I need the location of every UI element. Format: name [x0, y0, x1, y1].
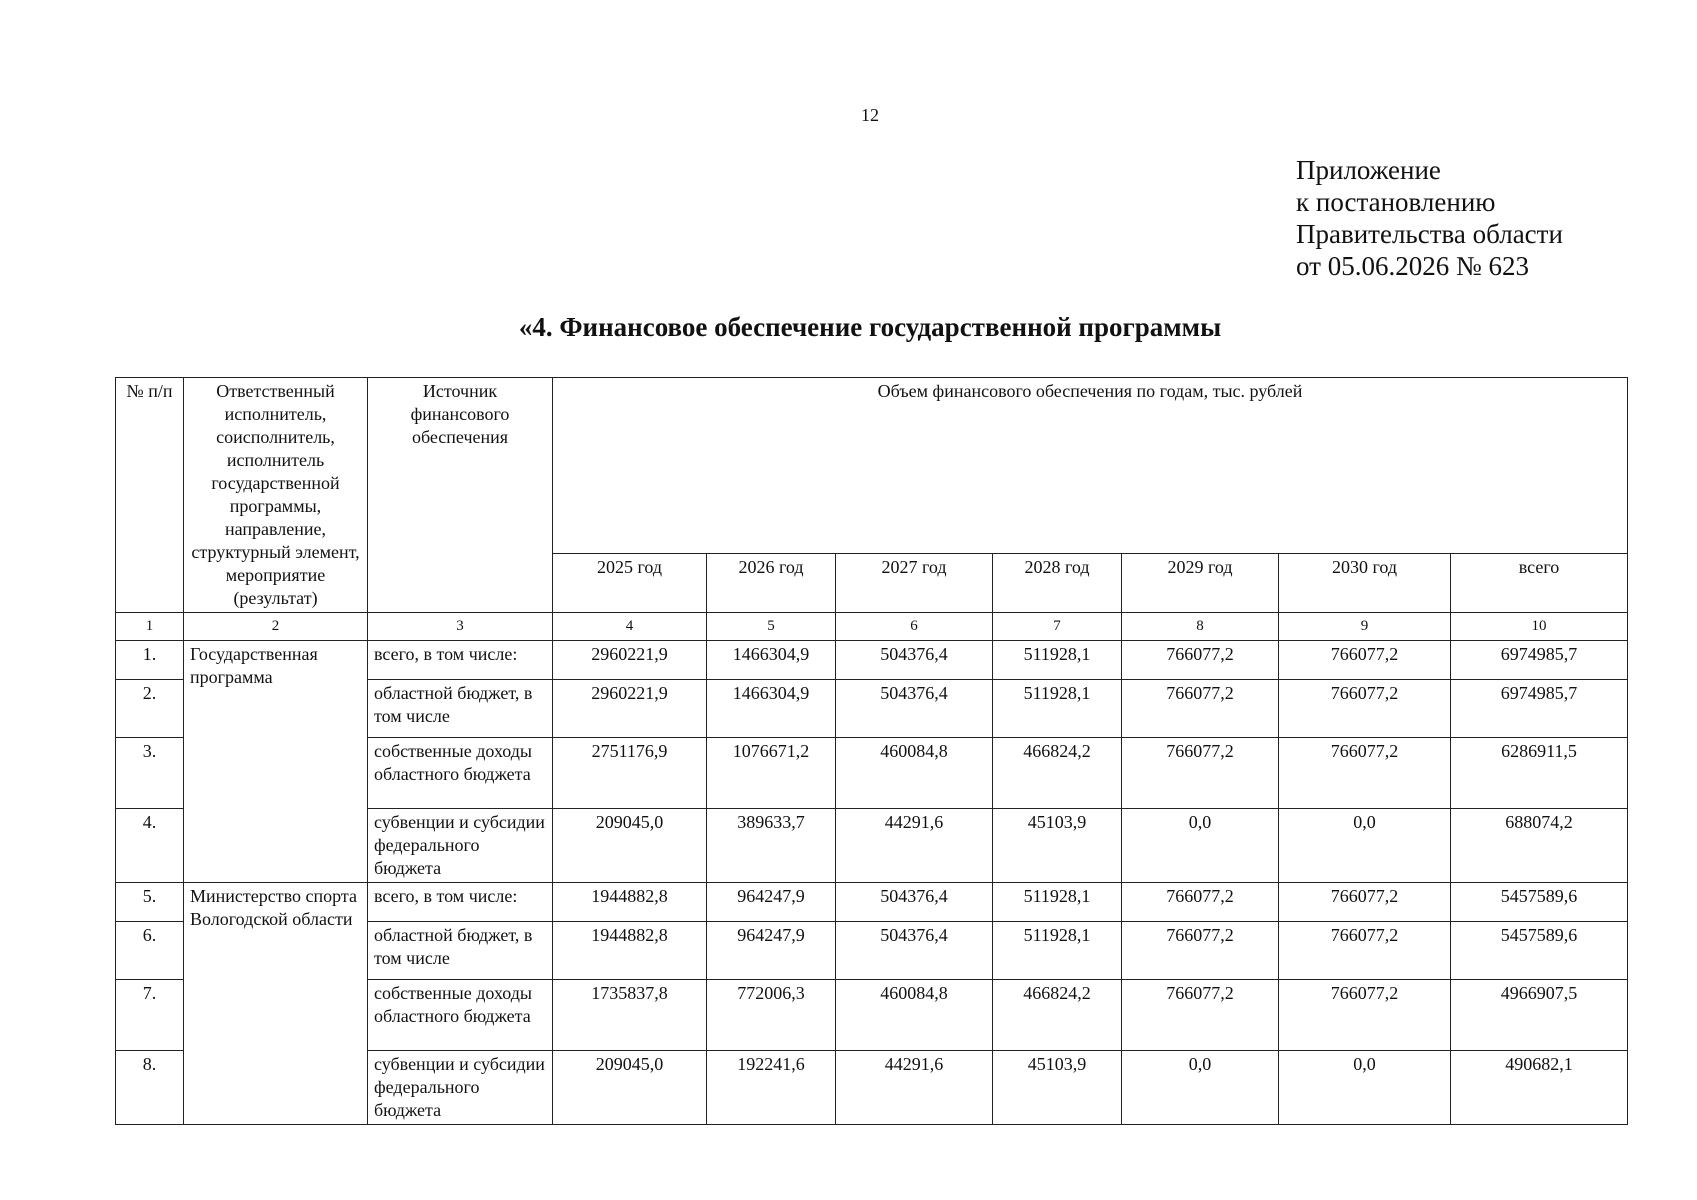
row-value: 511928,1: [993, 641, 1122, 680]
header-year: 2030 год: [1279, 554, 1451, 613]
row-value: 504376,4: [836, 922, 993, 980]
row-value: 772006,3: [707, 980, 836, 1051]
row-source: собственные доходы областного бюджета: [368, 980, 553, 1051]
row-value: 192241,6: [707, 1051, 836, 1125]
row-value: 766077,2: [1279, 738, 1451, 809]
row-source: областной бюджет, в том числе: [368, 922, 553, 980]
column-index: 6: [836, 613, 993, 641]
page-number: 12: [861, 105, 879, 125]
row-number: 6.: [116, 922, 184, 980]
row-source: всего, в том числе:: [368, 641, 553, 680]
row-executor: Министерство спорта Вологодской области: [184, 883, 368, 1125]
row-value: 1944882,8: [553, 883, 707, 922]
row-value: 766077,2: [1122, 641, 1279, 680]
row-value: 0,0: [1122, 1051, 1279, 1125]
row-total: 688074,2: [1451, 809, 1628, 883]
row-value: 766077,2: [1279, 980, 1451, 1051]
row-value: 1076671,2: [707, 738, 836, 809]
row-value: 2960221,9: [553, 641, 707, 680]
row-value: 1466304,9: [707, 680, 836, 738]
row-total: 490682,1: [1451, 1051, 1628, 1125]
header-year: 2026 год: [707, 554, 836, 613]
row-number: 7.: [116, 980, 184, 1051]
column-index: 3: [368, 613, 553, 641]
header-year: 2028 год: [993, 554, 1122, 613]
row-value: 45103,9: [993, 1051, 1122, 1125]
row-value: 511928,1: [993, 883, 1122, 922]
row-value: 511928,1: [993, 680, 1122, 738]
row-value: 466824,2: [993, 738, 1122, 809]
row-executor: Государственная программа: [184, 641, 368, 883]
row-value: 504376,4: [836, 641, 993, 680]
column-index: 1: [116, 613, 184, 641]
appendix-line: от 05.06.2026 № 623: [1296, 251, 1529, 281]
row-value: 511928,1: [993, 922, 1122, 980]
row-number: 2.: [116, 680, 184, 738]
row-value: 964247,9: [707, 922, 836, 980]
row-number: 3.: [116, 738, 184, 809]
row-source: всего, в том числе:: [368, 883, 553, 922]
row-value: 2751176,9: [553, 738, 707, 809]
row-value: 0,0: [1279, 1051, 1451, 1125]
row-source: субвенции и субсидии федерального бюджета: [368, 1051, 553, 1125]
row-value: 44291,6: [836, 1051, 993, 1125]
row-value: 1735837,8: [553, 980, 707, 1051]
row-value: 766077,2: [1122, 738, 1279, 809]
header-year: 2025 год: [553, 554, 707, 613]
row-value: 460084,8: [836, 738, 993, 809]
column-index: 7: [993, 613, 1122, 641]
row-value: 766077,2: [1279, 680, 1451, 738]
row-value: 766077,2: [1122, 922, 1279, 980]
financing-table: [115, 377, 1628, 1125]
row-number: 4.: [116, 809, 184, 883]
row-value: 766077,2: [1279, 641, 1451, 680]
appendix-block: [1296, 154, 1563, 282]
row-value: 44291,6: [836, 809, 993, 883]
header-total: всего: [1451, 554, 1628, 613]
column-index: 10: [1451, 613, 1628, 641]
column-index: 8: [1122, 613, 1279, 641]
header-year: 2027 год: [836, 554, 993, 613]
column-index: 9: [1279, 613, 1451, 641]
row-source: областной бюджет, в том числе: [368, 680, 553, 738]
row-value: 504376,4: [836, 680, 993, 738]
row-total: 6286911,5: [1451, 738, 1628, 809]
row-value: 2960221,9: [553, 680, 707, 738]
row-value: 209045,0: [553, 809, 707, 883]
row-value: 389633,7: [707, 809, 836, 883]
header-year: 2029 год: [1122, 554, 1279, 613]
row-value: 45103,9: [993, 809, 1122, 883]
row-number: 5.: [116, 883, 184, 922]
row-value: 1466304,9: [707, 641, 836, 680]
column-index: 2: [184, 613, 368, 641]
row-value: 466824,2: [993, 980, 1122, 1051]
header-executor: Ответственный исполнитель, соисполнитель, исполнитель государственной программы, направление, структурный элемент, мероприятие (результат): [184, 378, 368, 613]
row-total: 4966907,5: [1451, 980, 1628, 1051]
row-value: 1944882,8: [553, 922, 707, 980]
row-total: 6974985,7: [1451, 680, 1628, 738]
row-value: 460084,8: [836, 980, 993, 1051]
appendix-line: к постановлению: [1296, 187, 1496, 217]
row-value: 766077,2: [1122, 883, 1279, 922]
column-index: 5: [707, 613, 836, 641]
row-value: 964247,9: [707, 883, 836, 922]
row-total: 5457589,6: [1451, 922, 1628, 980]
header-source: Источник финансового обеспечения: [368, 378, 553, 613]
column-index: 4: [553, 613, 707, 641]
table-row: [116, 641, 1628, 680]
row-value: 0,0: [1279, 809, 1451, 883]
section-title: «4. Финансовое обеспечение государственной программы: [518, 312, 1222, 342]
row-value: 766077,2: [1122, 980, 1279, 1051]
row-value: 766077,2: [1279, 883, 1451, 922]
row-value: 766077,2: [1122, 680, 1279, 738]
appendix-line: Приложение: [1296, 155, 1441, 185]
row-value: 209045,0: [553, 1051, 707, 1125]
header-no: № п/п: [116, 378, 184, 613]
row-source: собственные доходы областного бюджета: [368, 738, 553, 809]
row-value: 0,0: [1122, 809, 1279, 883]
header-volume: Объем финансового обеспечения по годам, тыс. рублей: [553, 378, 1628, 554]
row-total: 6974985,7: [1451, 641, 1628, 680]
row-number: 8.: [116, 1051, 184, 1125]
column-index-row: [116, 613, 1628, 641]
table-row: [116, 883, 1628, 922]
row-value: 504376,4: [836, 883, 993, 922]
row-value: 766077,2: [1279, 922, 1451, 980]
row-total: 5457589,6: [1451, 883, 1628, 922]
row-source: субвенции и субсидии федерального бюджета: [368, 809, 553, 883]
appendix-line: Правительства области: [1296, 219, 1563, 249]
row-number: 1.: [116, 641, 184, 680]
